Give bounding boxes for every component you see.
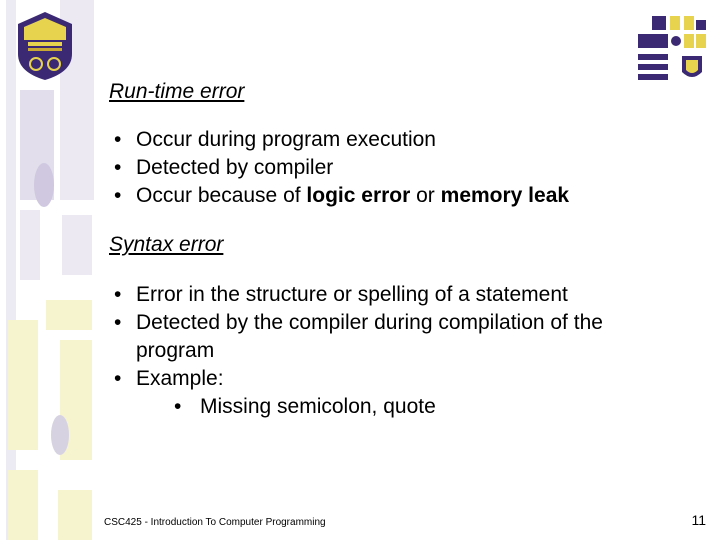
run-time-error-heading: Run-time error	[109, 80, 245, 103]
list-item	[110, 126, 670, 154]
bullet-text: Error in the structure or spelling of a statement	[136, 283, 568, 306]
bold-term: logic error	[306, 184, 411, 207]
syntax-error-heading: Syntax error	[109, 233, 224, 256]
list-item	[110, 309, 670, 365]
bullet-text: Missing semicolon, quote	[200, 395, 436, 418]
bullet-text: Detected by the compiler during compilation of the program	[136, 311, 603, 362]
list-item	[110, 281, 670, 309]
bullet-text: Detected by compiler	[136, 156, 334, 179]
page-number: 11	[691, 512, 706, 528]
list-item	[110, 365, 670, 393]
bullet-text: Example:	[136, 367, 224, 390]
run-time-error-bullet-list	[110, 126, 670, 210]
bold-term: memory leak	[440, 184, 570, 207]
bullet-text: Occur during program execution	[136, 128, 436, 151]
bullet-text-prefix: Occur because of	[136, 184, 307, 207]
list-item	[110, 154, 670, 182]
university-emblem-icon	[636, 14, 708, 86]
bullet-text-connector: or	[410, 184, 441, 207]
university-crest-icon	[14, 10, 76, 82]
syntax-error-bullet-list	[110, 281, 670, 421]
sub-list-item	[110, 393, 670, 421]
slide-footer: CSC425 - Introduction To Computer Programming	[104, 517, 326, 528]
list-item	[110, 182, 670, 210]
